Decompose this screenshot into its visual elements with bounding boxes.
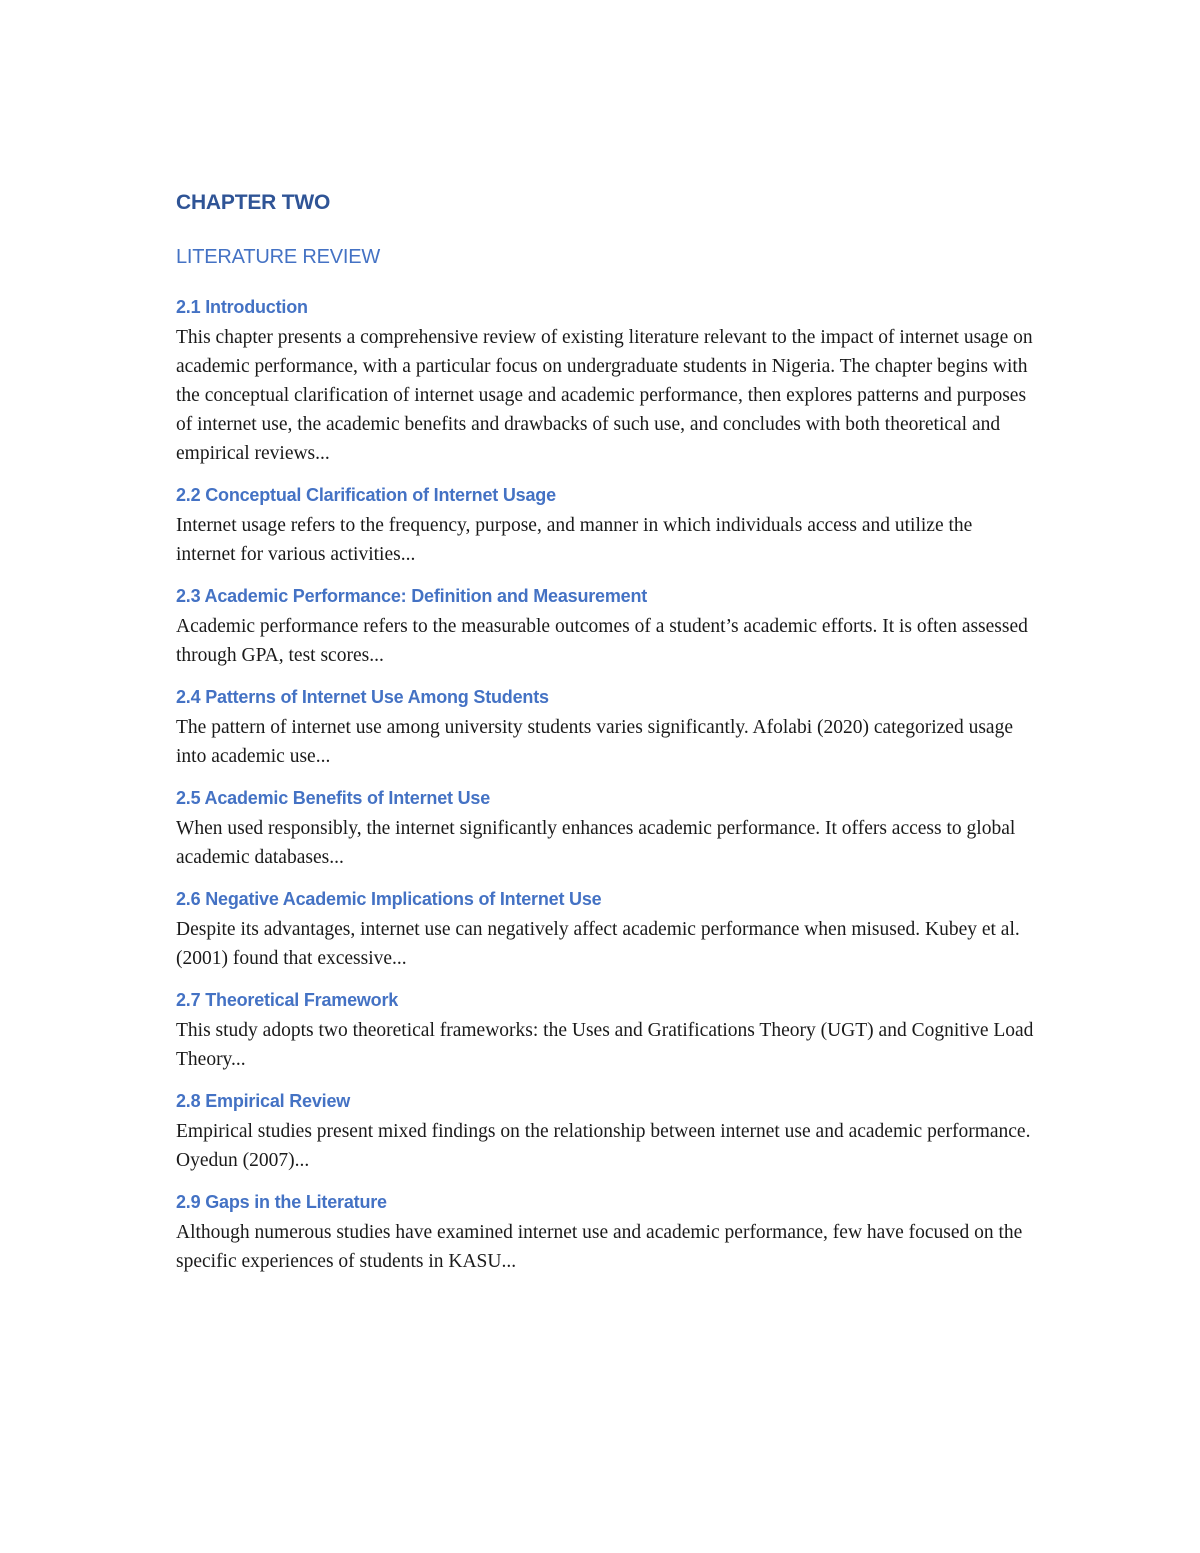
chapter-title: CHAPTER TWO — [176, 191, 331, 214]
section-patterns-of-use — [176, 687, 1036, 771]
section-conceptual-clarification — [176, 485, 1036, 569]
section-academic-performance — [176, 586, 1036, 670]
section-body: Despite its advantages, internet use can negatively affect academic performance when misused. Kubey et al. (2001) found that excessive... — [176, 919, 1020, 969]
section-theoretical-framework — [176, 990, 1036, 1074]
section-academic-benefits — [176, 788, 1036, 872]
section-heading: 2.1 Introduction — [176, 297, 308, 317]
document-content — [176, 191, 1036, 1293]
section-body: The pattern of internet use among university students varies significantly. Afolabi (2020) categorized usage into academic use... — [176, 717, 1013, 767]
section-heading: 2.4 Patterns of Internet Use Among Students — [176, 687, 549, 707]
section-body: This chapter presents a comprehensive review of existing literature relevant to the impact of internet usage on academic performance, with a particular focus on undergraduate students in Nigeria. The chapter begins with the conceptual clarification of internet usage and academic performance, then explores patterns and purposes of internet use, the academic benefits and drawbacks of such use, and concludes with both theoretical and empirical reviews... — [176, 327, 1033, 464]
section-heading: 2.9 Gaps in the Literature — [176, 1192, 387, 1212]
section-body: Empirical studies present mixed findings on the relationship between internet use and academic performance. Oyedun (2007)... — [176, 1121, 1031, 1171]
section-body: Academic performance refers to the measurable outcomes of a student’s academic efforts. It is often assessed through GPA, test scores... — [176, 616, 1028, 666]
section-heading: 2.6 Negative Academic Implications of Internet Use — [176, 889, 602, 909]
section-body: Although numerous studies have examined internet use and academic performance, few have focused on the specific experiences of students in KASU... — [176, 1222, 1023, 1272]
section-heading: 2.8 Empirical Review — [176, 1091, 351, 1111]
section-introduction — [176, 297, 1036, 468]
section-heading: 2.7 Theoretical Framework — [176, 990, 399, 1010]
section-empirical-review — [176, 1091, 1036, 1175]
section-heading: 2.3 Academic Performance: Definition and Measurement — [176, 586, 648, 606]
section-body: Internet usage refers to the frequency, purpose, and manner in which individuals access and utilize the internet for various activities... — [176, 515, 973, 565]
section-body: When used responsibly, the internet significantly enhances academic performance. It offers access to global academic databases... — [176, 818, 1016, 868]
section-body: This study adopts two theoretical frameworks: the Uses and Gratifications Theory (UGT) and Cognitive Load Theory... — [176, 1020, 1034, 1070]
section-heading: 2.2 Conceptual Clarification of Internet Usage — [176, 485, 556, 505]
section-negative-implications — [176, 889, 1036, 973]
section-gaps-in-literature — [176, 1192, 1036, 1276]
literature-review-title: LITERATURE REVIEW — [176, 246, 381, 268]
section-heading: 2.5 Academic Benefits of Internet Use — [176, 788, 491, 808]
